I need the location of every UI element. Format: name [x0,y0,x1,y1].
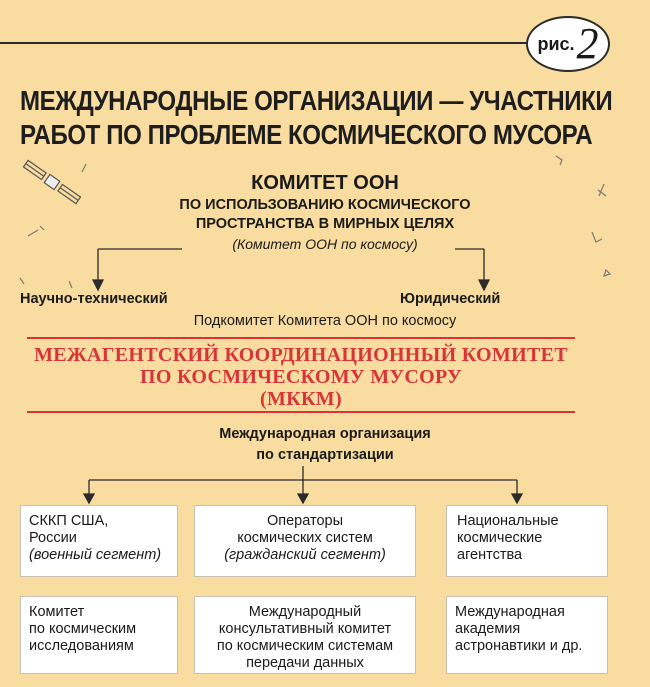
box-operators: Операторы космических систем (гражданский сегмент) [194,505,416,577]
box-connectors [84,466,522,503]
box-cospar: Комитет по космическим исследованиям [20,596,178,674]
figure-prefix: рис. [537,33,575,54]
box-sskp-note: (военный сегмент) [29,547,162,563]
subcommittee-caption: Подкомитет Комитета ООН по космосу [193,313,457,329]
figure-number: 2 [576,19,599,68]
un-committee-short: (Комитет ООН по космосу) [232,236,418,252]
box-sskp: СККП США, России (военный сегмент) [20,505,178,577]
un-committee-fullname: ПО ИСПОЛЬЗОВАНИЮ КОСМИЧЕСКОГО ПРОСТРАНСТВА В МИРНЫХ ЦЕЛЯХ [179,197,471,232]
iadc-line-2: ПО КОСМИЧЕСКОМУ МУСОРУ [140,366,462,388]
iadc-block [27,344,575,410]
subcommittee-connectors [93,249,489,290]
iadc-line-1: МЕЖАГЕНТСКИЙ КООРДИНАЦИОННЫЙ КОМИТЕТ [34,344,568,366]
iadc-top-rule [27,337,575,339]
satellite-icon [23,160,81,205]
box-iaa: Международная академия астронавтики и др. [446,596,608,674]
box-national-agencies: Национальные космические агентства [446,505,608,577]
box-operators-note: (гражданский сегмент) [224,547,386,563]
iso-block [100,424,550,466]
iso-line-1: Международная организация [219,426,431,442]
subcommittee-scientific: Научно-технический [20,291,168,307]
iadc-bottom-rule [27,411,575,413]
title-line-1: МЕЖДУНАРОДНЫЕ ОРГАНИЗАЦИИ — УЧАСТНИКИ [20,85,613,116]
box-ccsds: Международный консультативный комитет по космическим системам передачи данных [194,596,416,674]
iadc-line-3: (МККМ) [260,388,342,410]
un-committee-name: КОМИТЕТ ООН [251,172,399,194]
iso-line-2: по стандартизации [256,447,394,463]
subcommittee-legal: Юридический [400,291,501,307]
title-line-2: РАБОТ ПО ПРОБЛЕМЕ КОСМИЧЕСКОГО МУСОРА [20,119,593,150]
